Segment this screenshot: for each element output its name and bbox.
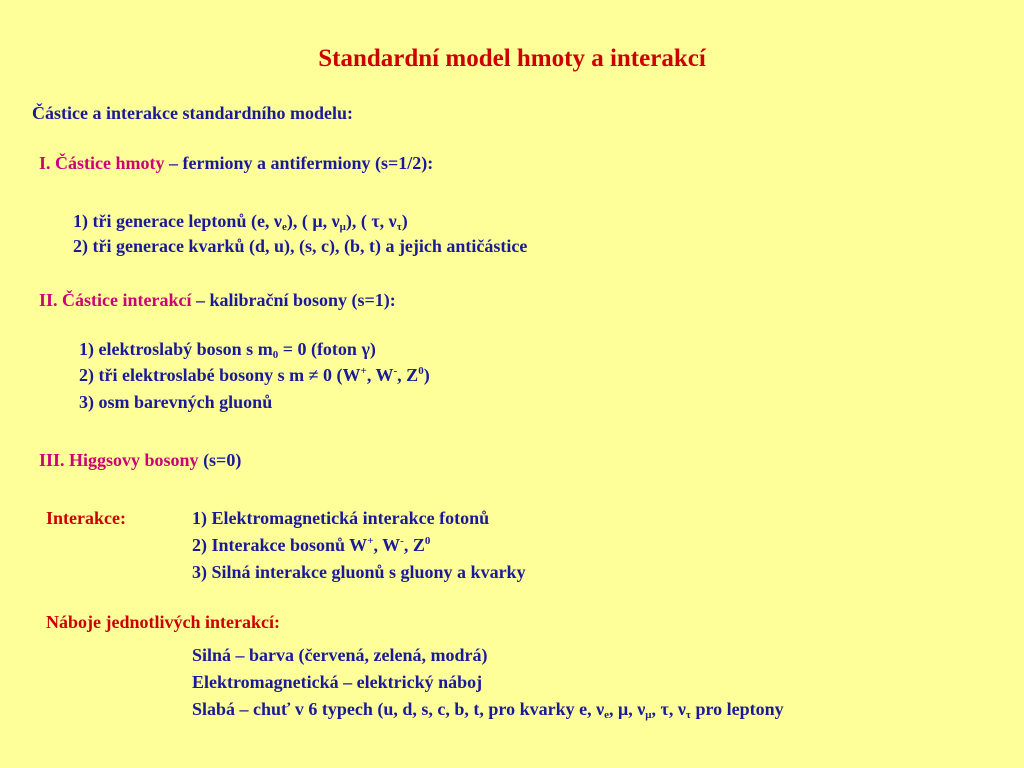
interactions-label: Interakce: <box>46 508 126 528</box>
charges-line-3: Slabá – chuť v 6 typech (u, d, s, c, b, t, pro kvarky e, $\nu_e$, μ, $\nu_\mu$, τ, $\nu_\tau$ pro leptony <box>192 699 784 721</box>
section-2-name: Částice interakcí <box>62 290 192 310</box>
interactions-item-3: 3) Silná interakce gluonů s gluony a kvarky <box>192 562 526 582</box>
section-1-number: I. <box>39 153 51 173</box>
section-3-name: Higgsovy bosony <box>69 450 199 470</box>
charges-line-2: Elektromagnetická – elektrický náboj <box>192 672 483 692</box>
section-1-item-2: 2) tři generace kvarků (d, u), (s, c), (b, t) a jejich antičástice <box>73 236 528 256</box>
section-3-spin: (s=0) <box>203 450 242 470</box>
section-2-item-2: 2) tři elektroslabé bosony s m ≠ 0 (W+, W-, $Z^0$) <box>79 365 430 385</box>
charges-label: Náboje jednotlivých interakcí: <box>46 612 280 632</box>
charges-line-1: Silná – barva (červená, zelená, modrá) <box>192 645 488 665</box>
page-title: Standardní model hmoty a interakcí <box>318 45 706 72</box>
interactions-item-2: 2) Interakce bosonů W+, W-, $Z^0$ <box>192 535 431 555</box>
section-1-spin: (s=1/2): <box>374 153 434 173</box>
section-2-item-3: 3) osm barevných gluonů <box>79 392 273 412</box>
section-2-dash: – <box>195 290 205 310</box>
section-2-heading <box>39 290 396 311</box>
section-3-number: III. <box>39 450 65 470</box>
section-1-name: Částice hmoty <box>55 153 165 173</box>
section-1-desc: fermiony a antifermiony <box>182 153 371 173</box>
section-1-dash: – <box>169 153 178 173</box>
interactions-item-1: 1) Elektromagnetická interakce fotonů <box>192 508 490 528</box>
subtitle: Částice a interakce standardního modelu: <box>32 103 353 123</box>
section-2-item-1: 1) elektroslabý boson s $m_0 = 0$ (foton γ) <box>79 339 376 361</box>
section-1-item-1: 1) tři generace leptonů (e, $\nu_e$), ( μ, $\nu_\mu$), ( τ, $\nu_\tau$) <box>73 211 408 233</box>
section-2-number: II. <box>39 290 58 310</box>
section-3-heading <box>39 450 241 471</box>
section-1-heading <box>39 153 433 174</box>
section-2-desc: kalibrační bosony (s=1): <box>209 290 396 310</box>
